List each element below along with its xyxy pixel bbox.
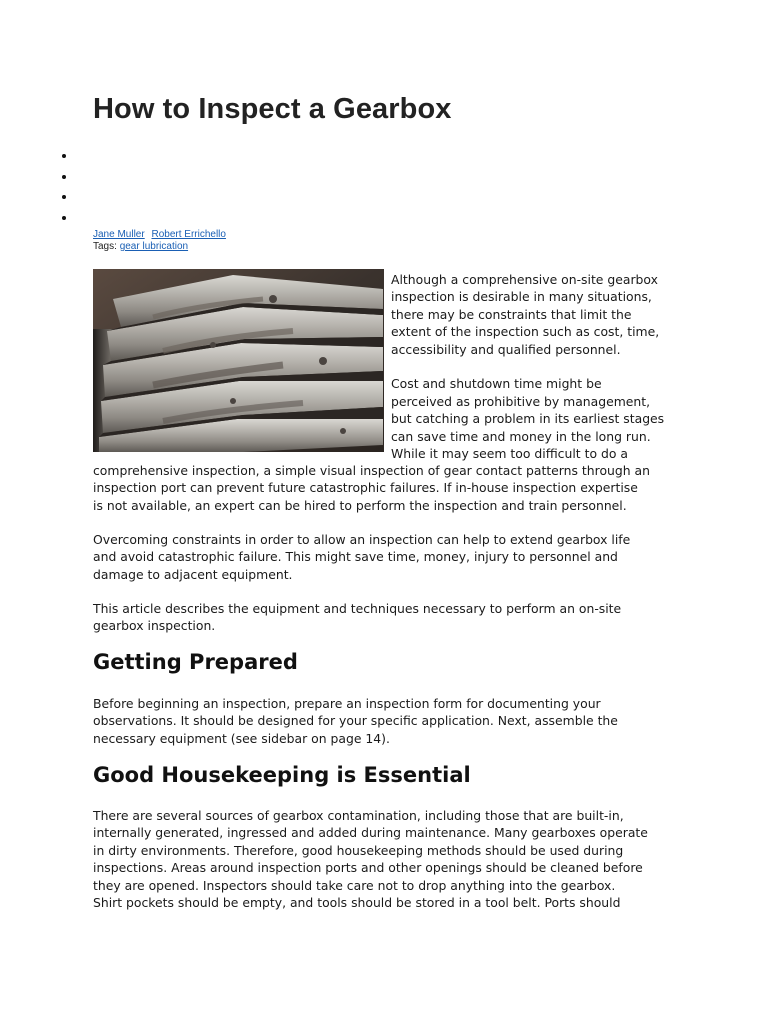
- paragraph-overcoming: [93, 531, 630, 583]
- article-title: How to Inspect a Gearbox: [93, 93, 452, 125]
- section-heading-getting-prepared: Getting Prepared: [93, 650, 298, 674]
- author-link[interactable]: Robert Errichello: [151, 229, 226, 240]
- text-line: they are opened. Inspectors should take care not to drop anything into the gearbox.: [93, 877, 616, 893]
- text-line: Before beginning an inspection, prepare an inspection form for documenting your: [93, 696, 601, 711]
- text-line: observations. It should be designed for your specific application. Next, assemble the: [93, 713, 618, 729]
- text-line: perceived as prohibitive by management,: [391, 393, 651, 409]
- text-line: internally generated, ingressed and added during maintenance. Many gearboxes operate: [93, 825, 648, 841]
- text-line: While it may seem too difficult to do a: [391, 446, 628, 462]
- text-line: in dirty environments. Therefore, good housekeeping methods should be used during: [93, 842, 624, 858]
- text-line: There are several sources of gearbox contamination, including those that are built-in,: [93, 808, 624, 823]
- text-line: damage to adjacent equipment.: [93, 566, 293, 582]
- text-line: accessibility and qualified personnel.: [391, 341, 621, 357]
- text-line: inspection port can prevent future catastrophic failures. If in-house inspection expertise: [93, 480, 638, 496]
- author-link[interactable]: Jane Muller: [93, 229, 145, 240]
- text-line: can save time and money in the long run.: [391, 428, 651, 444]
- text-line: there may be constraints that limit the: [391, 306, 632, 322]
- text-line: gearbox inspection.: [93, 618, 216, 634]
- text-line: This article describes the equipment and techniques necessary to perform an on-site: [93, 601, 622, 616]
- text-line: and avoid catastrophic failure. This might save time, money, injury to personnel and: [93, 549, 618, 565]
- text-line: Although a comprehensive on-site gearbox: [391, 272, 658, 287]
- text-line: inspections. Areas around inspection ports and other openings should be cleaned before: [93, 860, 643, 876]
- paragraph-article-description: [93, 600, 621, 635]
- tag-link[interactable]: gear lubrication: [119, 241, 189, 252]
- text-line: necessary equipment (see sidebar on page 14).: [93, 730, 390, 746]
- intro-wrap-text: [93, 462, 650, 514]
- text-line: Overcoming constraints in order to allow an inspection can help to extend gearbox life: [93, 532, 631, 547]
- text-line: but catching a problem in its earliest stages: [391, 411, 665, 427]
- section-good-housekeeping-text: [93, 807, 648, 911]
- section-heading-good-housekeeping: Good Housekeeping is Essential: [93, 763, 471, 787]
- text-line: Shirt pockets should be empty, and tools should be stored in a tool belt. Ports should: [93, 895, 621, 911]
- text-line: Cost and shutdown time might be: [391, 376, 602, 392]
- text-line: inspection is desirable in many situations,: [391, 289, 652, 305]
- share-list: [40, 146, 76, 228]
- text-line: [391, 358, 664, 375]
- tags-label: Tags:: [93, 241, 117, 252]
- text-line: extent of the inspection such as cost, time,: [391, 324, 660, 340]
- text-line: is not available, an expert can be hired to perform the inspection and train personnel.: [93, 497, 627, 513]
- text-line: comprehensive inspection, a simple visual inspection of gear contact patterns through an: [93, 463, 651, 478]
- gear-teeth-photo: [93, 269, 384, 452]
- intro-side-text: [391, 271, 664, 462]
- section-getting-prepared-text: [93, 695, 618, 747]
- tags-line: [93, 240, 192, 253]
